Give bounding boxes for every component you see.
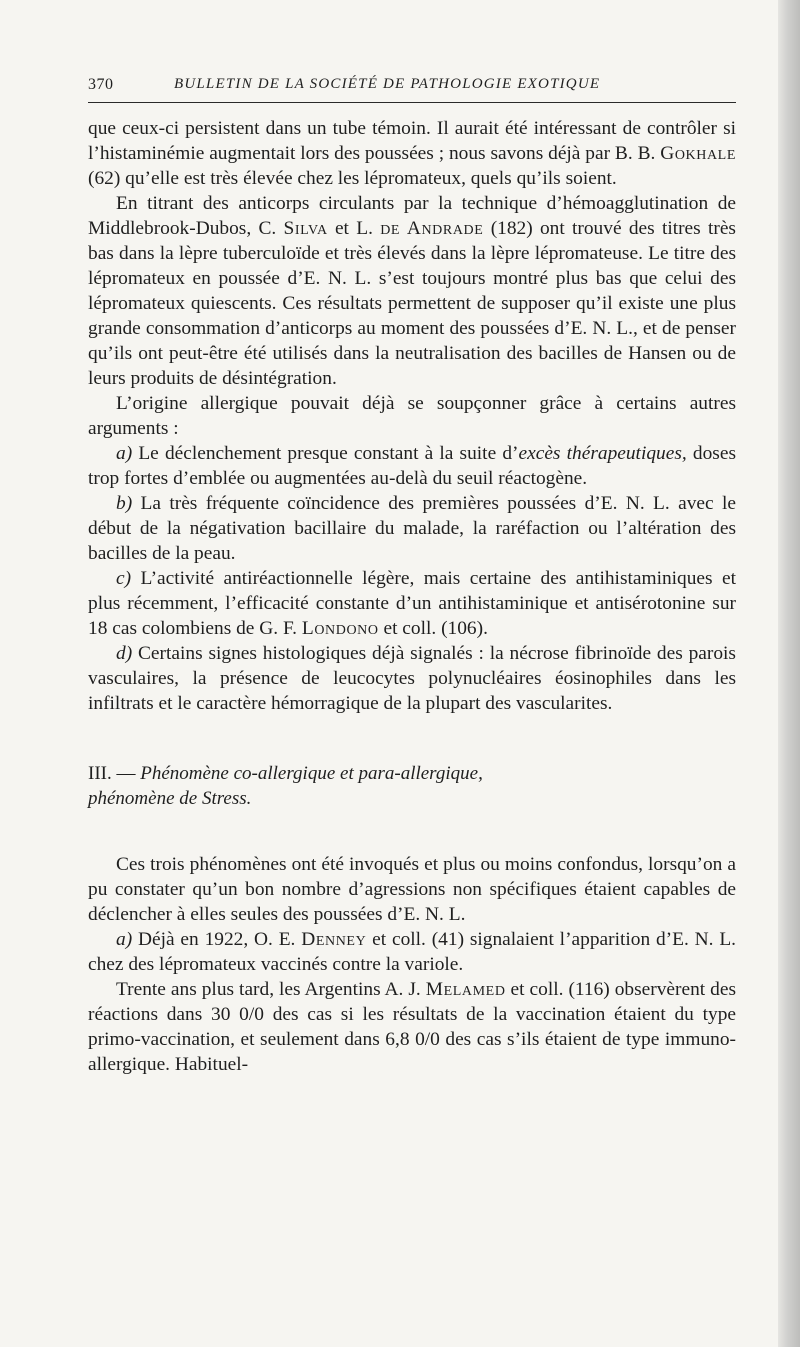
list-label: c) [116,568,132,589]
author-name: Denney [301,929,367,950]
list-item-b [88,491,736,566]
paragraph-text: Le déclenchement presque constant à la suite d’ [138,443,519,464]
list-label: a) [116,929,133,950]
author-name: de Andrade [380,218,484,239]
paragraph-histamine [88,116,736,191]
spacer [88,811,736,852]
author-name: Londono [301,618,379,639]
page-edge-shadow [778,0,800,1347]
paragraph-text: et coll. (41) signalaient l’apparition d’E. N. L. chez des lépromateux vaccinés contre la variole. [88,929,737,975]
paragraph-antibodies [88,191,736,391]
list-label: a) [116,443,133,464]
paragraph-stress [88,852,736,927]
section-heading [88,761,736,811]
paragraph-text: L’origine allergique pouvait déjà se soupçonner grâce à certains autres arguments : [88,393,736,439]
page-body [88,116,736,1077]
paragraph-text: et coll. (106). [383,618,488,639]
paragraph-text: Trente ans plus tard, les Argentins A. J. [116,979,421,1000]
paragraph-text: L’activité antiréactionnelle légère, mais certaine des antihistaminiques et plus récemment, l’efficacité constante d’un antihistaminique et antisérotonine sur 18 cas colombiens de G. F. [88,568,736,639]
author-name: Melamed [425,979,506,1000]
paragraph-allergic-origin [88,391,736,441]
italic-text: excès thérapeutiques, [518,443,687,464]
header-rule [88,102,736,103]
paragraph-text: (62) qu’elle est très élevée chez les lépromateux, quels qu’ils soient. [88,168,617,189]
paragraph-text: (182) ont trouvé des titres très bas dans la lèpre tuberculoïde et très élevés dans la lèpre lépromateuse. Le titre des lépromateux en poussée d’E. N. L. s’est toujours montré plus bas que celui des lépromateux quiescents. Ces résultats permettent de supposer qu’il existe une plus grande consommation d’anticorps au moment des poussées d’E. N. L., et de penser qu’ils ont peut-être été utilisés dans la neutralisation des bacilles de Hansen ou de leurs produits de désintégration. [88,218,736,389]
paragraph-text: et L. [334,218,373,239]
spacer [88,716,736,761]
page-number: 370 [88,76,114,93]
section-number: III. — [88,763,136,784]
list-label: b) [116,493,133,514]
journal-title: BULLETIN DE LA SOCIÉTÉ DE PATHOLOGIE EXOTIQUE [174,76,601,92]
list-label: d) [116,643,133,664]
author-name: Gokhale [660,143,736,164]
section-title-line2: phénomène de Stress. [88,788,252,809]
section-title-line1: Phénomène co-allergique et para-allergique, [140,763,483,784]
list-item-a [88,441,736,491]
paragraph-text: et coll. (116) observèrent des réactions dans 30 0/0 des cas si les résultats de la vaccination étaient du type primo-vaccination, et seulement dans 6,8 0/0 des cas s’ils étaient de type immuno-allergique. Habituel- [88,979,736,1075]
paragraph-text: Certains signes histologiques déjà signalés : la nécrose fibrinoïde des parois vasculaires, la présence de leucocytes polynucléaires éosinophiles dans les infiltrats et le caractère hémorragique de la plupart des vascularites. [88,643,736,714]
paragraph-text: En titrant des anticorps circulants par la technique d’hémoagglutination de Middlebrook-Dubos, C. [88,193,736,239]
author-name: Silva [283,218,328,239]
paragraph-text: que ceux-ci persistent dans un tube témoin. Il aurait été intéressant de contrôler si l’histaminémie augmentait lors des poussées ; nous savons déjà par B. B. [88,118,736,164]
paragraph-text: Ces trois phénomènes ont été invoqués et plus ou moins confondus, lorsqu’on a pu constater qu’un bon nombre d’agressions non spécifiques étaient capables de déclencher à elles seules des poussées d’E. N. L. [88,854,736,925]
paragraph-text: La très fréquente coïncidence des premières poussées d’E. N. L. avec le début de la négativation bacillaire du malade, la raréfaction ou l’altération des bacilles de la peau. [88,493,736,564]
running-head [88,76,736,102]
list-item-d [88,641,736,716]
paragraph-text: Déjà en 1922, O. E. [138,929,296,950]
paragraph-text: doses trop fortes d’emblée ou augmentées au-delà du seuil réactogène. [88,443,736,489]
paragraph-argentine-study [88,977,736,1077]
list-item-a-vaccination [88,927,736,977]
list-item-c [88,566,736,641]
